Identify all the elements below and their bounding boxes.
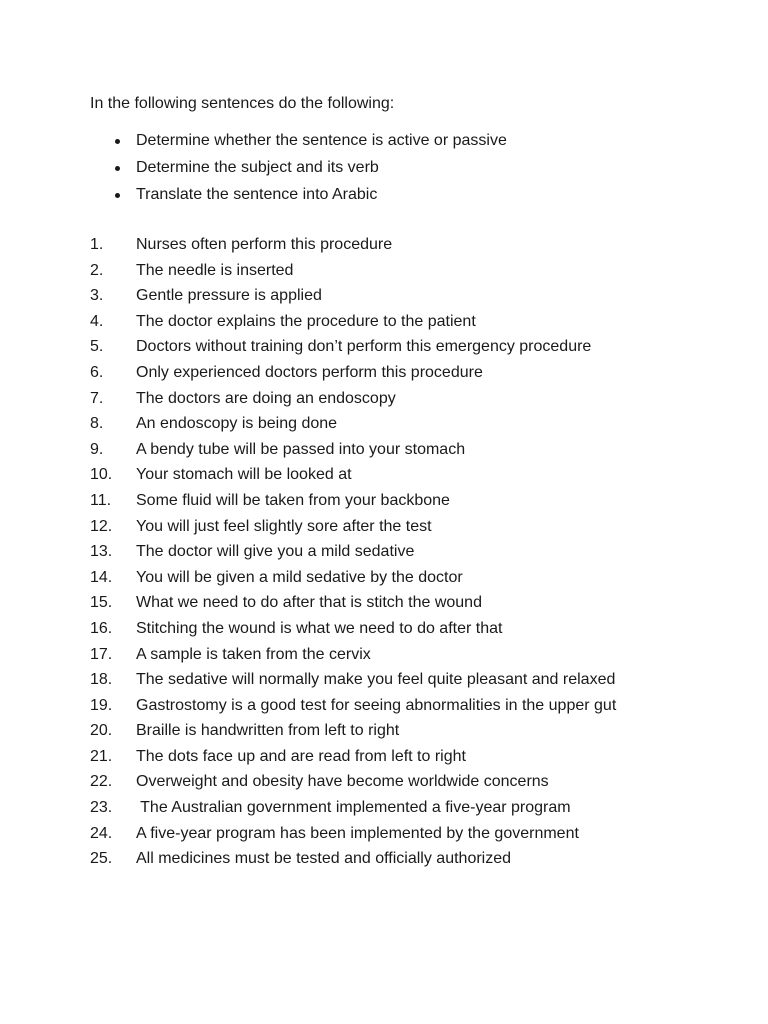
bullet-icon [115,139,120,144]
sentence-text: All medicines must be tested and officially authorized [136,850,512,868]
sentence-number: 22. [90,773,113,791]
sentence-number: 19. [90,696,113,714]
sentence-number: 2. [90,261,104,279]
sentence-text: You will be given a mild sedative by the doctor [136,568,463,586]
sentence-text: Gastrostomy is a good test for seeing abnormalities in the upper gut [136,696,617,714]
sentence-number: 25. [90,850,113,868]
sentence-text: Doctors without training don’t perform this emergency procedure [136,338,592,356]
sentence-number: 5. [90,338,104,356]
bullet-icon [115,193,120,198]
sentence-number: 8. [90,415,104,433]
sentence-text: A bendy tube will be passed into your stomach [136,440,466,458]
sentence-text: Overweight and obesity have become worldwide concerns [136,773,549,791]
sentence-number: 12. [90,517,113,535]
sentence-text: Your stomach will be looked at [136,466,352,484]
sentence-text: Only experienced doctors perform this procedure [136,363,483,381]
sentence-text: A sample is taken from the cervix [136,645,371,663]
sentence-text: Nurses often perform this procedure [136,236,393,253]
bullet-icon [115,166,120,171]
sentence-text: A five-year program has been implemented by the government [136,824,579,842]
sentence-text: The doctor will give you a mild sedative [136,543,415,561]
sentence-number: 23. [90,799,113,817]
sentence-number: 11. [90,491,112,509]
sentence-number: 9. [90,440,104,458]
sentence-number: 15. [90,594,113,612]
sentence-text: The needle is inserted [136,261,294,279]
sentence-number: 13. [90,543,113,561]
sentence-number: 10. [90,466,113,484]
sentence-text: You will just feel slightly sore after the test [136,517,432,535]
sentence-number: 14. [90,568,113,586]
sentence-text: The dots face up and are read from left to right [136,747,466,765]
sentence-text: The doctor explains the procedure to the patient [136,312,476,330]
sentence-text: Gentle pressure is applied [136,287,322,305]
sentence-number: 20. [90,722,113,740]
sentence-text: Stitching the wound is what we need to do after that [136,619,503,637]
sentence-text: The doctors are doing an endoscopy [136,389,396,407]
sentence-number: 4. [90,312,104,330]
sentence-number: 24. [90,824,113,842]
sentence-text: The sedative will normally make you feel quite pleasant and relaxed [136,671,616,689]
sentence-number: 21. [90,747,113,765]
sentence-number: 3. [90,287,104,305]
instruction-text: Determine whether the sentence is active or passive [136,132,507,149]
sentence-text: Braille is handwritten from left to right [136,722,400,740]
sentence-text: Some fluid will be taken from your backbone [136,491,450,509]
instruction-text: Translate the sentence into Arabic [136,186,378,203]
sentence-number: 7. [90,389,104,407]
sentence-number: 18. [90,671,113,689]
sentence-text: What we need to do after that is stitch the wound [136,594,482,612]
sentence-number: 6. [90,363,104,381]
instruction-text: Determine the subject and its verb [136,159,379,176]
sentence-text: The Australian government implemented a five-year program [136,799,571,817]
intro-text: In the following sentences do the following: [90,95,395,112]
sentence-number: 1. [90,236,104,253]
sentence-text: An endoscopy is being done [136,415,338,433]
sentence-number: 17. [90,645,113,663]
sentence-number: 16. [90,619,113,637]
